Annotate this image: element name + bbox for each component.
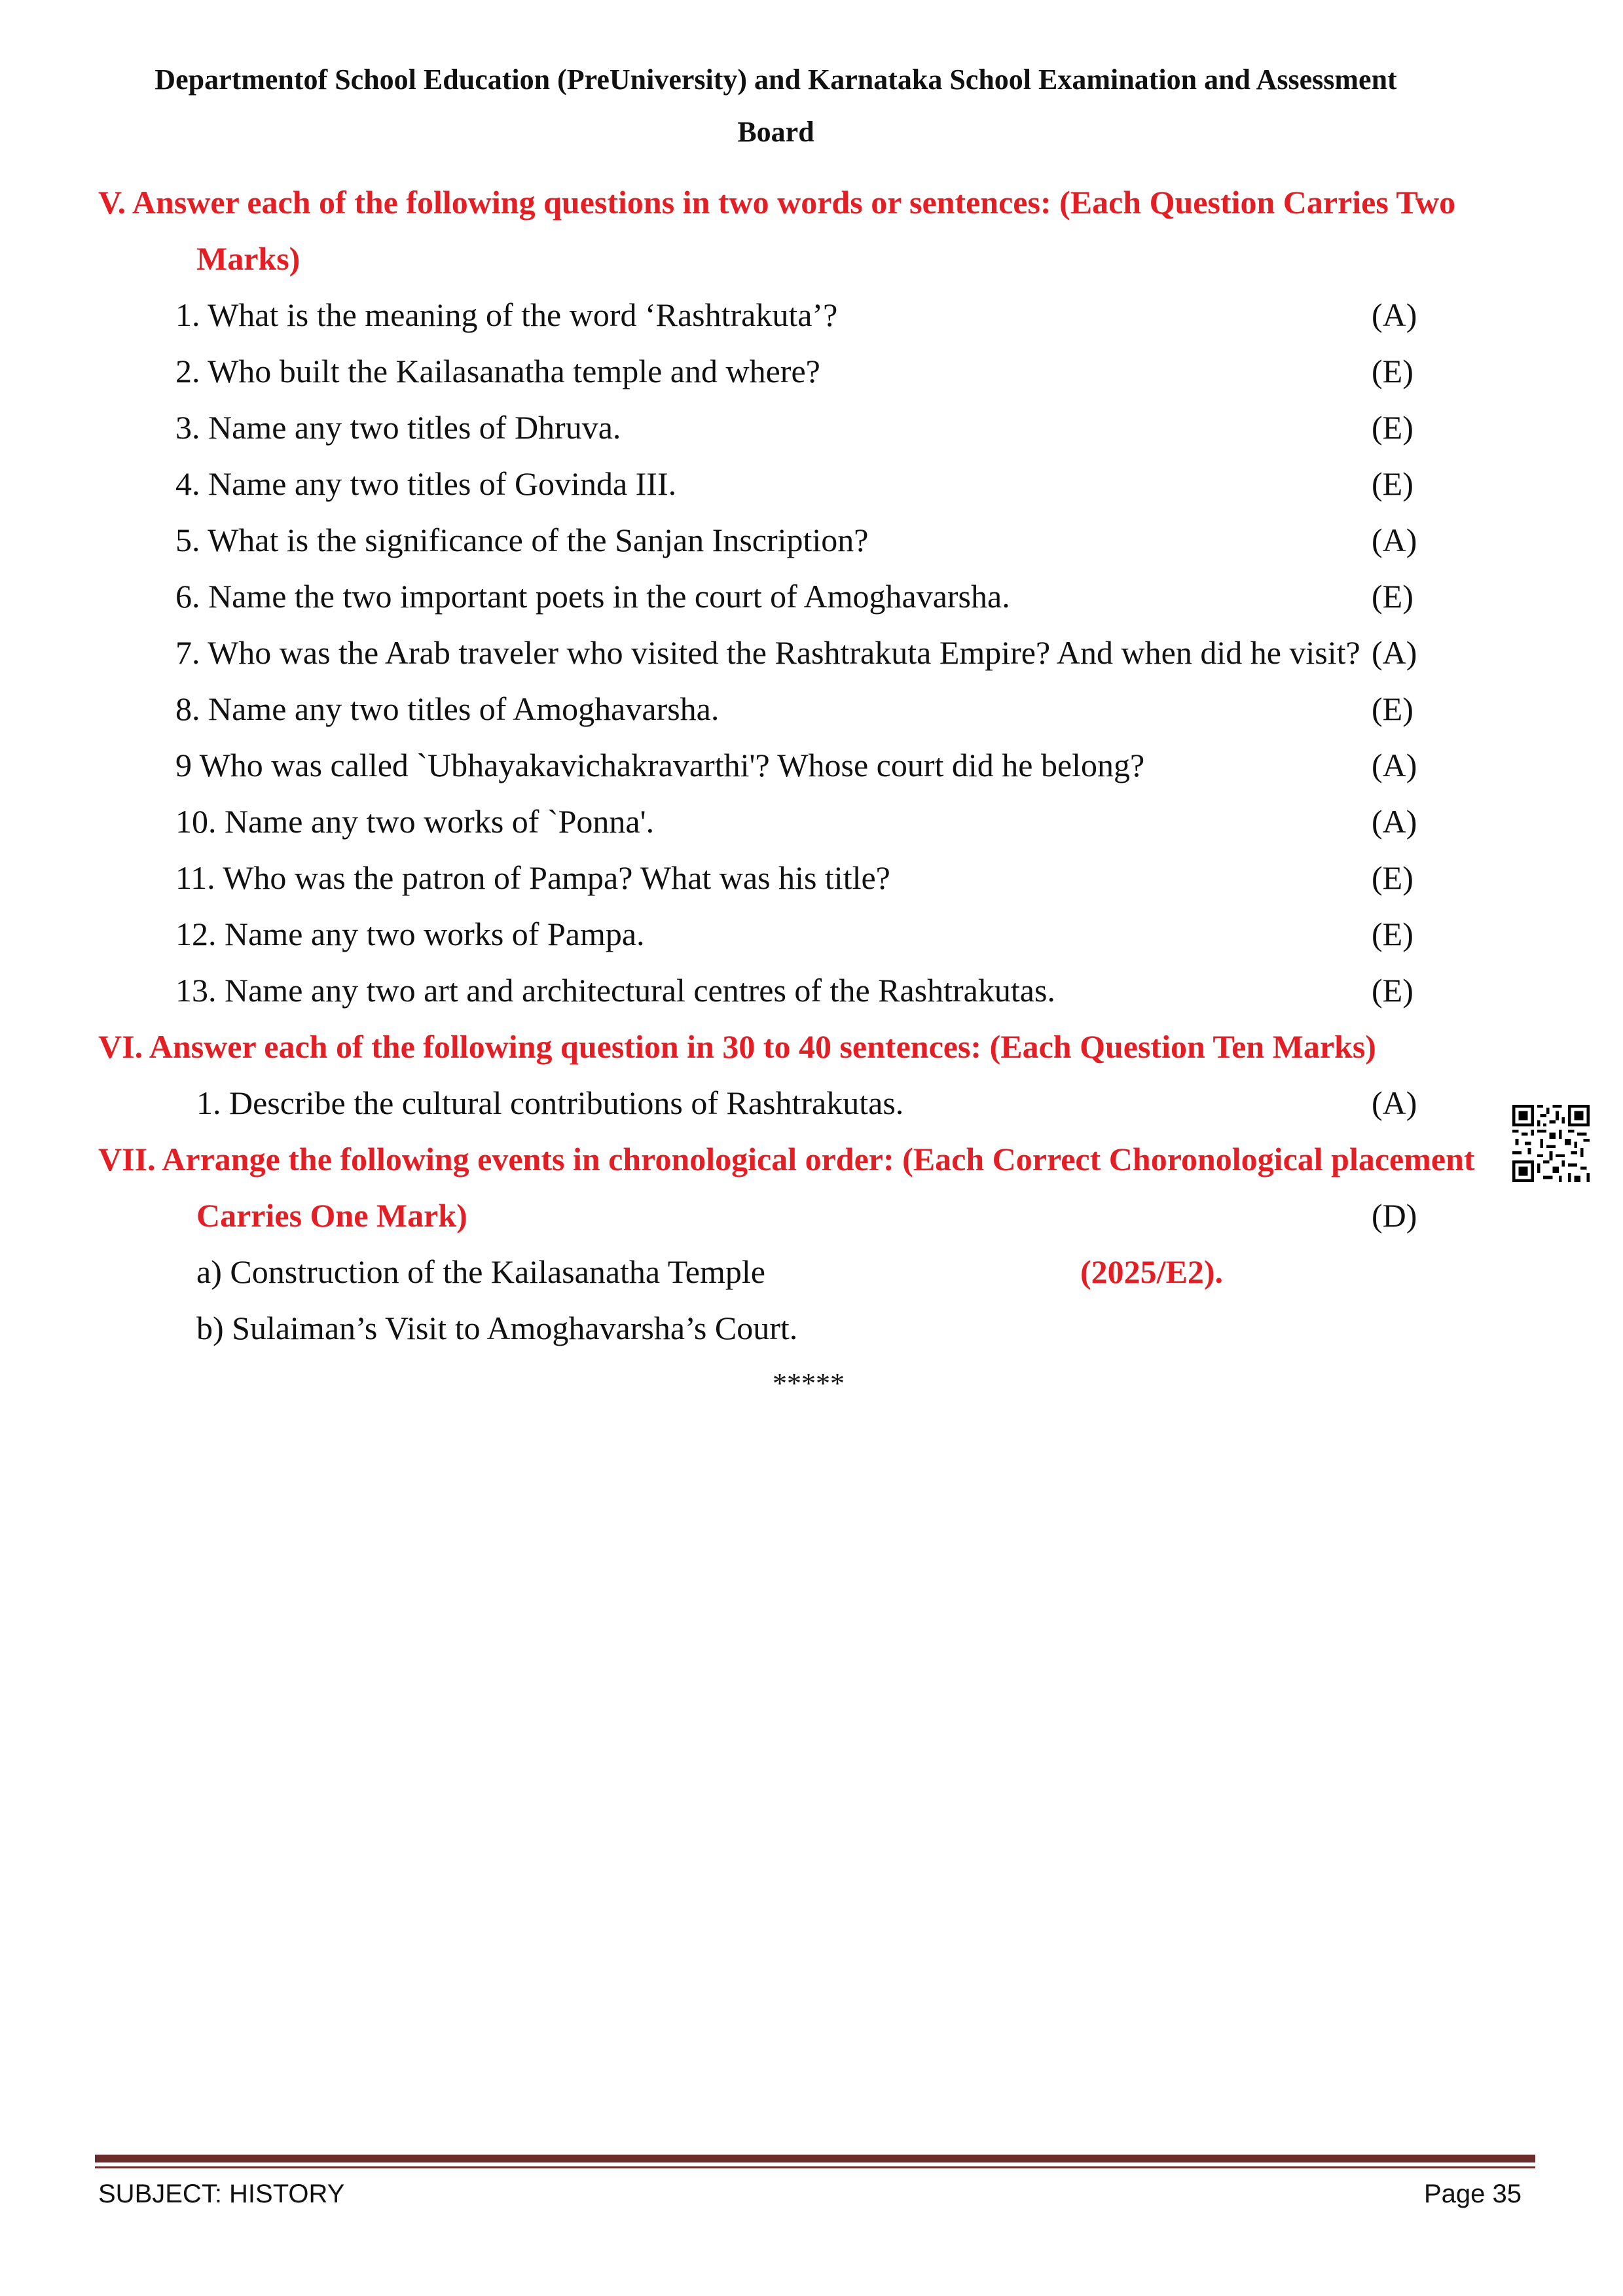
question-5-11: 11. Who was the patron of Pampa? What was his title? [175,859,890,896]
question-5-2: 2. Who built the Kailasanatha temple and where? [175,353,820,389]
mark-5-13: (E) [1372,972,1413,1009]
mark-5-7: (A) [1372,634,1417,671]
question-5-6: 6. Name the two important poets in the court of Amoghavarsha. [175,578,1010,615]
section-5-title: V. Answer each of the following questions in two words or sentences: (Each Question Carries Two [98,184,1456,221]
section-6-title: VI. Answer each of the following question in 30 to 40 sentences: (Each Question Ten Marks) [98,1028,1376,1065]
question-5-13: 13. Name any two art and architectural centres of the Rashtrakutas. [175,972,1055,1009]
question-5-12: 12. Name any two works of Pampa. [175,916,645,952]
mark-7: (D) [1372,1197,1417,1234]
question-5-9: 9 Who was called `Ubhayakavichakravarthi'? Whose court did he belong? [175,747,1145,783]
mark-5-2: (E) [1372,353,1413,389]
exam-reference: (2025/E2). [1080,1253,1224,1290]
question-5-5: 5. What is the significance of the Sanjan Inscription? [175,522,869,558]
question-5-8: 8. Name any two titles of Amoghavarsha. [175,691,720,727]
event-item-a: a) Construction of the Kailasanatha Temple [196,1253,765,1290]
question-5-4: 4. Name any two titles of Govinda III. [175,465,677,502]
section-7-title-cont: Carries One Mark) [196,1197,467,1234]
mark-5-5: (A) [1372,522,1417,558]
mark-6-1: (A) [1372,1085,1417,1121]
question-5-3: 3. Name any two titles of Dhruva. [175,409,621,446]
header-line-1: Departmentof School Education (PreUniversity) and Karnataka School Examination and Assessment [155,63,1397,96]
mark-5-4: (E) [1372,465,1413,502]
section-7-title: VII. Arrange the following events in chronological order: (Each Correct Choronological placement [98,1141,1475,1177]
mark-5-1: (A) [1372,296,1417,333]
section-5-title-cont: Marks) [196,240,301,277]
footer-subject: SUBJECT: HISTORY [98,2179,345,2208]
question-6-1: 1. Describe the cultural contributions of Rashtrakutas. [196,1085,904,1121]
mark-5-9: (A) [1372,747,1417,783]
mark-5-3: (E) [1372,409,1413,446]
mark-5-10: (A) [1372,803,1417,840]
question-5-1: 1. What is the meaning of the word ‘Rashtrakuta’? [175,296,838,333]
question-5-10: 10. Name any two works of `Ponna'. [175,803,655,840]
footer-rule-thick [95,2155,1535,2162]
qr-code-icon [1512,1105,1590,1182]
footer-page-number: Page 35 [1424,2179,1522,2208]
end-mark: ***** [773,1367,845,1399]
footer-rule-thin [95,2166,1535,2168]
mark-5-8: (E) [1372,691,1413,727]
mark-5-12: (E) [1372,916,1413,952]
mark-5-11: (E) [1372,859,1413,896]
mark-5-6: (E) [1372,578,1413,615]
question-5-7: 7. Who was the Arab traveler who visited the Rashtrakuta Empire? And when did he visit? [175,634,1360,671]
header-line-2: Board [737,116,814,148]
event-item-b: b) Sulaiman’s Visit to Amoghavarsha’s Court. [196,1310,798,1346]
